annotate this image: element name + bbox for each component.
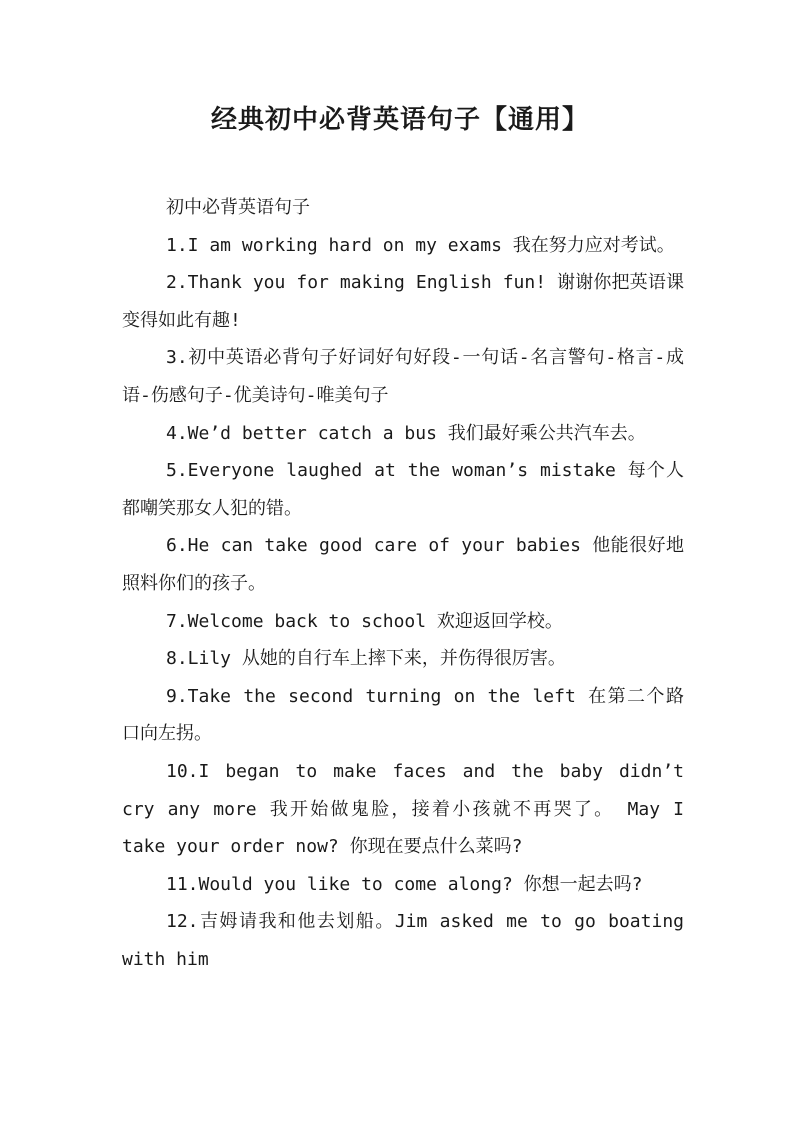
paragraph-sentence-6: 6.He can take good care of your babies 他能很好地照料你们的孩子。 — [122, 535, 684, 594]
paragraph-sentence-10: 10.I began to make faces and the baby didn’t cry any more 我开始做鬼脸，接着小孩就不再哭了。 May I take your order now? 你现在要点什么菜吗? — [122, 760, 684, 858]
paragraph-sentence-4: 4.We’d better catch a bus 我们最好乘公共汽车去。 — [166, 422, 646, 444]
document-title: 经典初中必背英语句子【通用】 — [210, 105, 589, 135]
paragraph-heading: 初中必背英语句子 — [166, 197, 310, 218]
paragraph-sentence-9: 9.Take the second turning on the left 在第二个路口向左拐。 — [122, 685, 684, 745]
paragraph-sentence-5: 5.Everyone laughed at the woman’s mistake 每个人都嘲笑那女人犯的错。 — [122, 460, 684, 519]
paragraph-sentence-3: 3.初中英语必背句子好词好句好段-一句话-名言警句-格言-成语-伤感句子-优美诗句-唯美句子 — [122, 347, 684, 406]
paragraph-sentence-1: 1.I am working hard on my exams 我在努力应对考试。 — [166, 234, 675, 256]
paragraph-sentence-7: 7.Welcome back to school 欢迎返回学校。 — [166, 610, 563, 632]
paragraph-sentence-2: 2.Thank you for making English fun! 谢谢你把英语课变得如此有趣! — [122, 272, 684, 331]
paragraph-sentence-11: 11.Would you like to come along? 你想一起去吗? — [166, 873, 643, 895]
paragraph-sentence-12: 12.吉姆请我和他去划船。Jim asked me to go boating with him — [122, 911, 684, 970]
document-body — [122, 189, 684, 978]
paragraph-sentence-8: 8.Lily 从她的自行车上摔下来，并伤得很厉害。 — [166, 648, 566, 670]
